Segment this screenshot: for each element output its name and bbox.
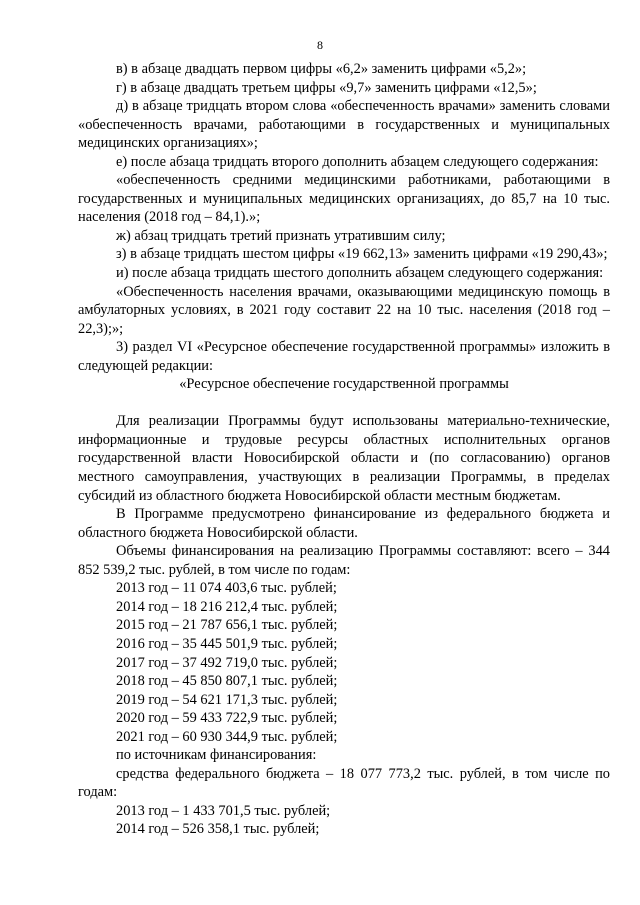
paragraph: д) в абзаце тридцать втором слова «обеспеченность врачами» заменить словами «обеспеченность врачами, работающими в государственных и муниципальных медицинских организациях»;	[78, 98, 610, 152]
paragraph: и) после абзаца тридцать шестого дополнить абзацем следующего содержания:	[116, 265, 604, 282]
paragraph: средства федерального бюджета – 18 077 773,2 тыс. рублей, в том числе по годам:	[78, 765, 610, 801]
paragraph: «обеспеченность средними медицинскими работниками, работающими в государственных и муниципальных медицинских организациях, до 85,7 на 10 тыс. населения (2018 год – 84,1).»;	[78, 172, 610, 226]
paragraph: ж) абзац тридцать третий признать утратившим силу;	[116, 227, 446, 244]
paragraph: з) в абзаце тридцать шестом цифры «19 662,13» заменить цифрами «19 290,43»;	[116, 246, 608, 263]
list-item: 2021 год – 60 930 344,9 тыс. рублей;	[116, 728, 338, 745]
paragraph: 3) раздел VI «Ресурсное обеспечение государственной программы» изложить в следующей редакции:	[78, 339, 610, 374]
list-item: 2019 год – 54 621 171,3 тыс. рублей;	[116, 691, 338, 708]
list-item: 2014 год – 18 216 212,4 тыс. рублей;	[116, 598, 338, 615]
list-item: 2013 год – 1 433 701,5 тыс. рублей;	[116, 802, 331, 819]
list-item: 2016 год – 35 445 501,9 тыс. рублей;	[116, 635, 338, 652]
paragraph: Объемы финансирования на реализацию Программы составляют: всего – 344 852 539,2 тыс. рублей, в том числе по годам:	[78, 543, 610, 578]
years-total-list	[78, 579, 610, 764]
paragraph: В Программе предусмотрено финансирование из федерального бюджета и областного бюджета Новосибирской области.	[78, 506, 610, 541]
blank-line	[78, 394, 610, 413]
paragraph: Для реализации Программы будут использованы материально-технические, информационные и трудовые ресурсы областных исполнительных органов государственной власти Новосибирской области и (по согласованию) органов местного самоуправления, участвующих в реализации Программы, в пределах субсидий из областного бюджета Новосибирской области местным бюджетам.	[78, 413, 610, 504]
list-item: 2015 год – 21 787 656,1 тыс. рублей;	[116, 617, 338, 634]
section-title: «Ресурсное обеспечение государственной программы	[179, 376, 509, 393]
document-text	[78, 60, 610, 839]
list-item: 2017 год – 37 492 719,0 тыс. рублей;	[116, 654, 338, 671]
paragraph: в) в абзаце двадцать первом цифры «6,2» заменить цифрами «5,2»;	[116, 61, 527, 77]
list-item: 2014 год – 526 358,1 тыс. рублей;	[116, 821, 320, 838]
paragraph: е) после абзаца тридцать второго дополнить абзацем следующего содержания:	[116, 153, 599, 170]
list-item: 2018 год – 45 850 807,1 тыс. рублей;	[116, 673, 338, 690]
paragraph: г) в абзаце двадцать третьем цифры «9,7» заменить цифрами «12,5»;	[116, 79, 537, 96]
paragraph: «Обеспеченность населения врачами, оказывающими медицинскую помощь в амбулаторных условиях, в 2021 году составит 22 на 10 тыс. населения (2018 год – 22,3);»;	[78, 283, 610, 337]
sources-label: по источникам финансирования:	[116, 747, 317, 764]
list-item: 2020 год – 59 433 722,9 тыс. рублей;	[116, 710, 338, 727]
page-number: 8	[317, 38, 323, 52]
list-item: 2013 год – 11 074 403,6 тыс. рублей;	[116, 580, 337, 597]
years-federal-list	[78, 802, 610, 839]
